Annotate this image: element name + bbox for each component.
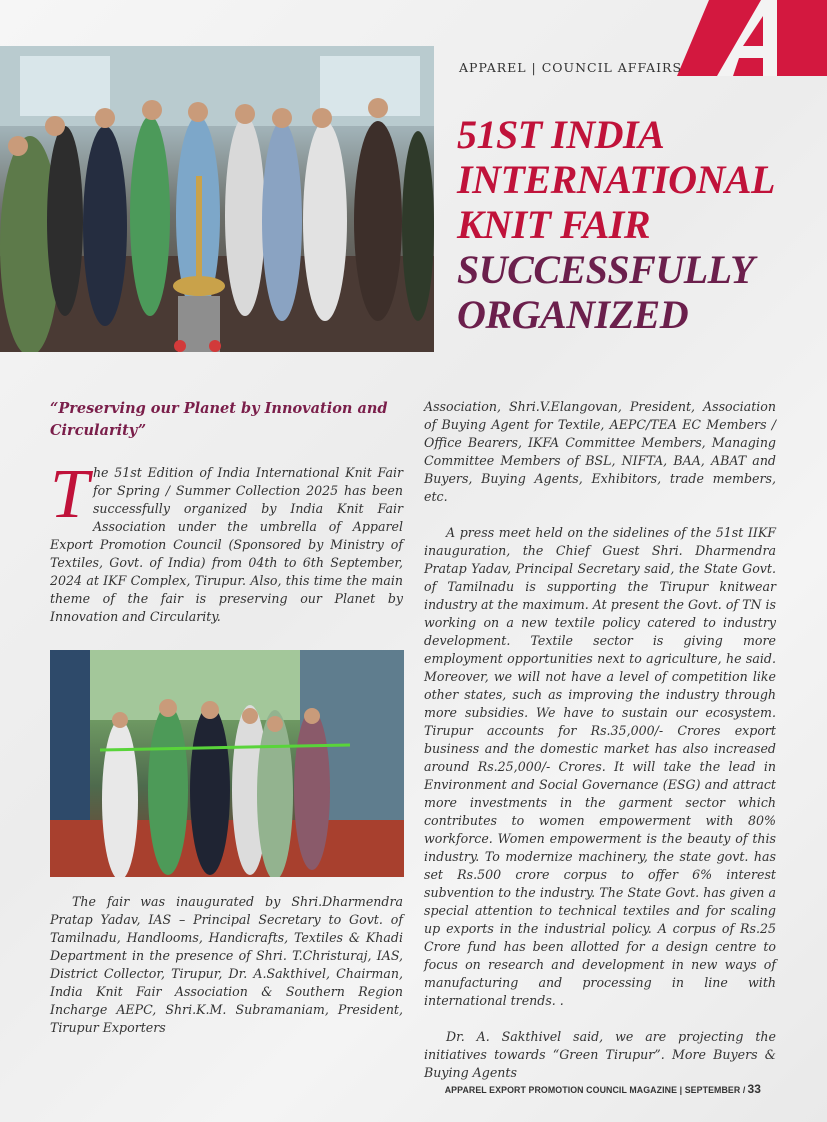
ribbon-cutting-photo-illustration bbox=[50, 650, 404, 877]
paragraph-4: A press meet held on the sidelines of the 51st IIKF inauguration, the Chief Guest Shri. Dharmendra Pratap Yadav, Principal Secretary said, the State Govt. of Tamilnadu is supporting the Tirupur knitwear industry at the maximum. At present the Govt. of TN is working on a new textile policy catered to industry development. Textile sector is giving more employment opportunities next to agriculture, he said. Moreover, we will not have a level of competition like other states, such as improving the industry through more subsidies. We have to sustain our ecosystem. Tirupur accounts for Rs.35,000/- Crores export business and the domestic market has also increased around Rs.25,000/- Crores. It will take the lead in Environment and Social Governance (ESG) and attract more investments in the garment sector which contributes to women empowerment with 80% workforce. Women empowerment is the beauty of this industry. To modernize machinery, the state govt. has set Rs.500 crore corpus to offer 6% interest subvention to the industry. The State Govt. has given a special attention to technical textiles and for scaling up exports in the industrial policy. A corpus of Rs.25 Crore fund has been allotted for a design centre to focus on research and development in new ways of manufacturing and processing in line with international trends. . bbox=[424, 525, 776, 1008]
paragraph-5: Dr. A. Sakthivel said, we are projecting the initiatives towards “Green Tirupur”. More Buyers & Buying Agents bbox=[424, 1029, 776, 1080]
headline-line-1: 51ST INDIA bbox=[457, 112, 665, 157]
page-footer bbox=[445, 1082, 761, 1096]
headline-line-5: ORGANIZED bbox=[457, 292, 689, 337]
headline-line-4: SUCCESSFULLY bbox=[457, 247, 755, 292]
apparel-a-logo-icon bbox=[677, 0, 827, 76]
headline-line-2: INTERNATIONAL bbox=[457, 157, 775, 202]
lamp-lighting-photo-illustration bbox=[0, 46, 434, 352]
paragraph-2: The fair was inaugurated by Shri.Dharmendra Pratap Yadav, IAS – Principal Secretary to Govt. of Tamilnadu, Handlooms, Handicrafts, Textiles & Khadi Department in the presence of Shri. T.Christuraj, IAS, District Collector, Tirupur, Dr. A.Sakthivel, Chairman, India Knit Fair Association & Southern Region Incharge AEPC, Shri.K.M. Subramaniam, President, Tirupur Exporters bbox=[50, 894, 403, 1035]
section-label: APPAREL | COUNCIL AFFAIRS bbox=[459, 60, 683, 75]
right-column bbox=[424, 398, 776, 1100]
ribbon-cutting-photo bbox=[50, 650, 404, 877]
footer-text: APPAREL EXPORT PROMOTION COUNCIL MAGAZINE | SEPTEMBER / bbox=[444, 1085, 746, 1095]
paragraph-3: Association, Shri.V.Elangovan, President, Association of Buying Agent for Textile, AEPC/TEA EC Members / Office Bearers, IKFA Committee Members, Managing Committee Members of BSL, NIFTA, BAA, ABAT and Buyers, Buying Agents, Exhibitors, trade members, etc. bbox=[424, 399, 776, 504]
drop-cap: T bbox=[50, 456, 89, 533]
page-number: 33 bbox=[747, 1082, 761, 1096]
pull-quote: “Preserving our Planet by Innovation and Circularity” bbox=[50, 400, 388, 439]
headline-line-3: KNIT FAIR bbox=[457, 202, 650, 247]
article-headline bbox=[457, 112, 817, 337]
lamp-lighting-photo bbox=[0, 46, 434, 352]
paragraph-1: he 51st Edition of India International Knit Fair for Spring / Summer Collection 2025 has been successfully organized by India Knit Fair Association under the umbrella of Apparel Export Promotion Council (Sponsored by Ministry of Textiles, Govt. of India) from 04th to 6th September, 2024 at IKF Complex, Tirupur. Also, this time the main theme of the fair is preserving our Planet by Innovation and Circularity. bbox=[50, 465, 403, 624]
article-intro bbox=[50, 456, 403, 626]
